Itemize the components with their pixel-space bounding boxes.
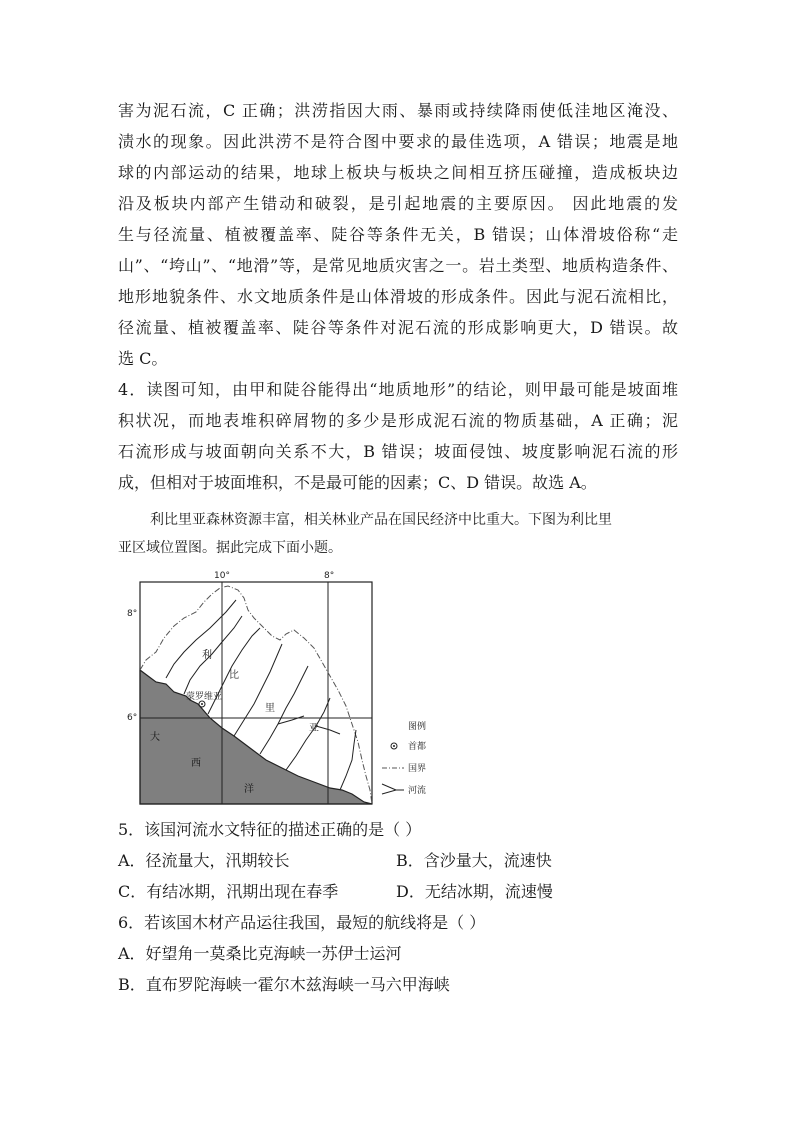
option-c[interactable]: C．有结冰期，汛期出现在春季 [118, 882, 339, 901]
country-label-char: 利 [202, 650, 212, 661]
answer-explanation-4 [118, 374, 678, 498]
option-a[interactable]: A．径流量大，汛期较长 [118, 851, 290, 870]
ocean-label-char: 洋 [244, 784, 254, 795]
river [234, 644, 282, 736]
intro-line: 亚区域位置图。据此完成下面小题。 [118, 540, 342, 556]
legend-capital-icon-dot [393, 745, 395, 747]
country-label-char: 里 [265, 703, 275, 714]
country-label-char: 比 [229, 670, 239, 681]
ocean-label-char: 西 [191, 758, 201, 769]
legend-river-icon [382, 784, 404, 794]
text-line: 球的内部运动的结果，地球上板块与板块之间相互挤压碰撞，造成板块边 [118, 163, 678, 182]
text-line: 山”、“垮山”、“地滑”等，是常见地质灾害之一。岩土类型、地质构造条件、 [118, 256, 678, 275]
question-5-stem: 5．该国河流水文特征的描述正确的是（ ） [118, 820, 422, 839]
river [184, 616, 242, 694]
option-d[interactable]: D．无结冰期，流速慢 [396, 882, 553, 901]
text-line: 沿及板块内部产生错动和破裂，是引起地震的主要原因。 因此地震的发 [118, 194, 678, 213]
option-a[interactable]: A．好望角一莫桑比克海峡一苏伊士运河 [118, 944, 402, 963]
river [340, 730, 356, 790]
ocean-label-char: 大 [150, 732, 160, 743]
legend-border-label: 国界 [408, 764, 426, 774]
question-5-options-row [118, 876, 678, 907]
text-line: 选 C。 [118, 349, 168, 368]
text-line: 径流量、植被覆盖率、陡谷等条件对泥石流的形成影响更大，D 错误。故 [118, 318, 678, 337]
lat-label: 6° [127, 713, 138, 723]
liberia-location-map [126, 568, 426, 813]
option-b[interactable]: B．含沙量大，流速快 [396, 851, 552, 870]
country-label-char: 亚 [309, 723, 319, 734]
answer-explanation-3 [118, 95, 678, 374]
ocean-area [140, 670, 372, 804]
intro-line: 利比里亚森林资源丰富，相关林业产品在国民经济中比重大。下图为利比里 [150, 512, 612, 528]
river [286, 698, 330, 770]
legend-river-label: 河流 [408, 786, 426, 796]
text-line: 石流形成与坡面朝向关系不大，B 错误；坡面侵蚀、坡度影响泥石流的形 [118, 442, 678, 461]
lat-label: 8° [127, 609, 138, 619]
capital-label: 蒙罗维亚 [186, 692, 223, 702]
question-intro [118, 506, 678, 562]
text-line: 生与径流量、植被覆盖率、陡谷等条件无关，B 错误；山体滑坡俗称“走 [118, 225, 678, 244]
text-line: 渍水的现象。因此洪涝不是符合图中要求的最佳选项，A 错误；地震是地 [118, 132, 678, 151]
legend-title: 图例 [408, 722, 426, 732]
questions [118, 814, 678, 1000]
capital-symbol-dot [201, 703, 203, 705]
text-line: 4．读图可知，由甲和陡谷能得出“地质地形”的结论，则甲最可能是坡面堆 [118, 380, 678, 399]
text-line: 成，但相对于坡面堆积，不是最可能的因素；C、D 错误。故选 A。 [118, 473, 597, 492]
text-line: 积状况，而地表堆积碎屑物的多少是形成泥石流的物质基础，A 正确；泥 [118, 411, 678, 430]
text-line: 害为泥石流，C 正确；洪涝指因大雨、暴雨或持续降雨使低洼地区淹没、 [118, 101, 678, 120]
lon-label: 10° [214, 571, 230, 581]
legend-capital-label: 首都 [408, 742, 426, 752]
question-5-options-row [118, 845, 678, 876]
lon-label: 8° [324, 571, 335, 581]
text-line: 地形地貌条件、水文地质条件是山体滑坡的形成条件。因此与泥石流相比， [118, 287, 678, 306]
question-6-stem: 6．若该国木材产品运往我国，最短的航线将是（ ） [118, 913, 486, 932]
river [166, 600, 236, 678]
option-b[interactable]: B．直布罗陀海峡一霍尔木兹海峡一马六甲海峡 [118, 975, 450, 994]
